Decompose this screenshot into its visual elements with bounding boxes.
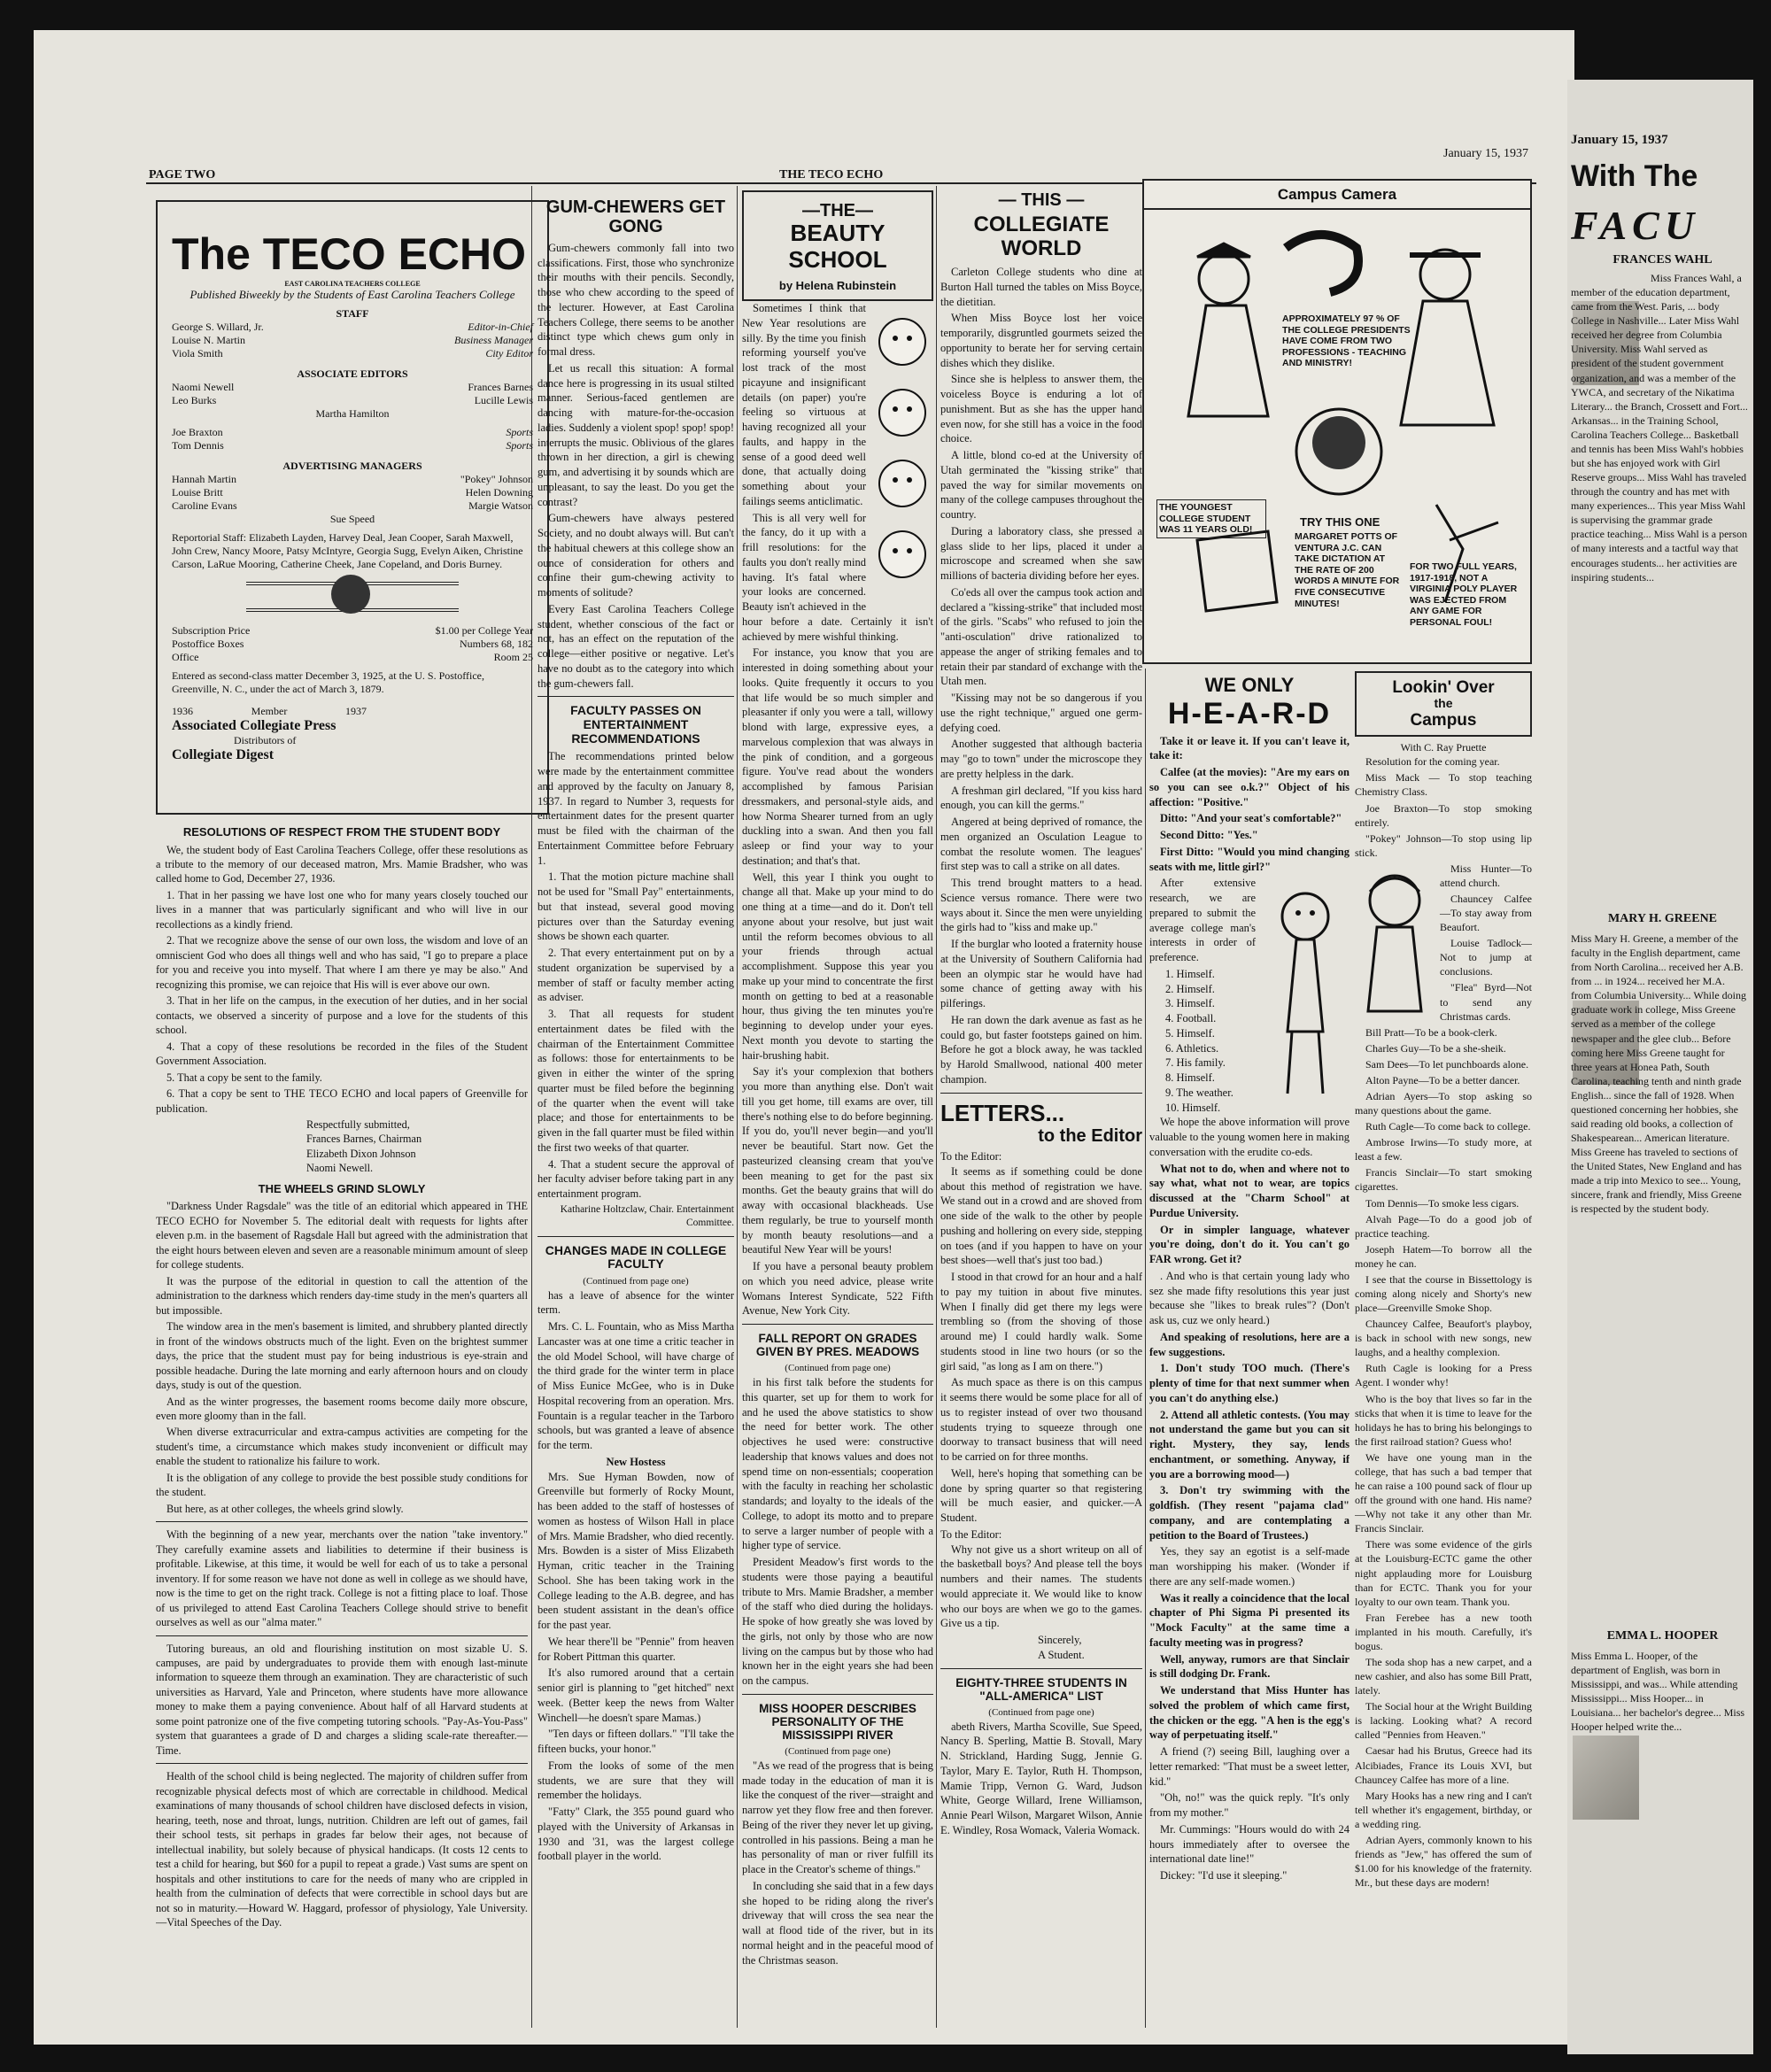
divider (537, 1236, 734, 1237)
camera-title: Campus Camera (1144, 181, 1530, 210)
beauty-byline: by Helena Rubinstein (778, 278, 897, 292)
lookin-banner: Lookin' Over the Campus (1355, 671, 1532, 737)
caption-try: TRY THIS ONE (1300, 515, 1380, 529)
side-date: January 15, 1937 (1571, 133, 1668, 147)
wheels-headline: THE WHEELS GRIND SLOWLY (258, 1181, 426, 1195)
masthead-box (156, 200, 549, 815)
price-row: Office Room 25 (172, 651, 533, 663)
divider (537, 696, 734, 697)
lookin-headline: Lookin' Over (1392, 678, 1495, 697)
caption-dictation: MARGARET POTTS OF VENTURA J.C. CAN TAKE DICTATION AT THE RATE OF 200 WORDS A MINUTE FOR FIVE CONSECUTIVE MINUTES! (1295, 531, 1400, 609)
assoc-row: Naomi Newell Frances Barnes (172, 381, 533, 393)
meadows-headline: FALL REPORT ON GRADES GIVEN BY PRES. MEADOWS (755, 1332, 920, 1359)
tutoring-item: Tutoring bureaus, an old and flourishing institution on most sizable U. S. campuses, are paid by undergraduates to provide them with enough last-minute information to squeeze them through an examination. They are characteristic of such universities as Harvard, Yale and Princeton, where students have more allowance money to make them a paying convenience. About half of all Harvard students at some point patronize one of the five competing tutoring schools. "Pay-As-You-Pass" system that guarantees a grade of D and charges a sliding scale-rate thereafter.—Time. (156, 1642, 528, 1757)
faculty-headline: FACULTY PASSES ON ENTERTAINMENT RECOMMENDATIONS (570, 703, 701, 746)
changes-headline: CHANGES MADE IN COLLEGE FACULTY (545, 1242, 727, 1272)
adv-row: Louise Britt Helen Downing (172, 486, 533, 499)
gum-headline: GUM-CHEWERS GET GONG (545, 197, 726, 237)
column-4: — THIS — COLLEGIATE WORLD Carleton College students who dine at Burton Hall turned the tables on Miss Boyce, the dietitian. When Miss Boyce lost her voice temporarily, disgruntled gourmets seized the opportunity to berate her for serving certain dishes which they dislike. Since she is helpless to answer them, the voiceless Boyce is enduring a lot of punishment. But as she has the upper hand even now, for she still has a voice in the food choice. A little, blond co-ed at the University of Utah germinated the "kissing strike" that paved the way for similar movements on many of the college campuses throughout the country. During a laboratory class, she pressed a glass slide to her lips, placed it under a microscope and screamed when she saw millions of bacteria dividing before her eyes. Co'eds all over the campus took action and declared a "kissing-strike" that included most of the girls. "Scabs" who refused to join the "anti-osculation" drive rationalized to appease the anger of striking females and to retain their par standard of exchange with the Utah men. "Kissing may not be so dangerous if you use the right technique," argued one germ-defying coed. Another suggested that although bacteria may "go to town" under the microscope they are pretty helpless in the dark. A freshman girl declared, "If you kiss hard enough, you can kill the germs." Angered at being deprived of romance, the men organized an Osculation League to combat the resolute women. The leagues' first step was to call a strike on all dates. This trend brought matters to a head. Science versus romance. There were two ways about it. Since the men were unyielding the girls had to "kiss and make up." If the burglar who looted a fraternity house at the University of Southern California had been an olympic star he would have had some chance of getting away with his pilferings. He ran down the dark avenue as fast as he could go, but faster footsteps gained on him. Before he got a block away, he was tackled by Harold Smallwood, national 400 meter champion. LETTERS... to the Editor To the Editor: It seems as if something could be done about this method of registration we have. We stand out in a crowd and are shoved from one side of the walk to the other by people pushing and hollering on every side, stepping on toes (and if you happen to have on your best shoes—well that's just too bad.) I stood in that crowd for an hour and a half to pay my tuition in about five minutes. When I finally did get there my legs were trembling so (from the shoving of those around me) I could hardly walk. Some students stood in line two hours (or so the girl said, "as long as I am on there.") As much space as there is on this campus it seems there would be some place for all of us to register instead of over two thousand students trying to squeeze through one doorway to transact business that will need to be carried on for three months. Well, here's hoping that something can be done by spring quarter so that registering will be much easier, and quicker.—A Student. To the Editor: Why not give us a short writeup on all of the basketball boys? And please tell the boys numbers and their names. The students would appreciate it. We would like to know who our boys are when we go to the games. Give us a tip. Sincerely, A Student. EIGHTY-THREE STUDENTS IN "ALL-AMERICA" LIST (Continued from page one) abeth Rivers, Martha Scoville, Sue Speed, Nancy B. Sperling, Mattie B. Stovall, Mary N. Strickland, Harding Sugg, Jennie G. Taylor, Mary E. Taylor, Ruth H. Thompson, Mamie Tripp, Vernon G. Ward, Judson White, George Willard, Irene Williamson, Annie Pearl Wilson, Margaret Wilson, Annie E. Windley, Rosa Womack, Valeria Womack. (940, 190, 1142, 1836)
side-name-1: FRANCES WAHL (1612, 253, 1713, 267)
column-rule (737, 186, 738, 2028)
column-rule (936, 186, 937, 2028)
campus-camera-cartoon (1142, 179, 1532, 664)
distributors: Distributors of (234, 734, 297, 746)
assoc-head: ASSOCIATE EDITORS (297, 367, 408, 380)
subhead: New Hostess (606, 1455, 666, 1468)
staff-row: Viola Smith City Editor (172, 347, 533, 360)
adv-head: ADVERTISING MANAGERS (282, 460, 422, 472)
assoc-row: Leo Burks Lucille Lewis (172, 394, 533, 406)
adjacent-page (1567, 80, 1753, 2054)
column-2: GUM-CHEWERS GET GONG Gum-chewers commonly fall into two classifications. First, those who synchronize their mouths with their pencils. Secondly, those who chew according to the speed of the lecturer. However, at East Carolina Teachers College, there seems to be another distinct type which chews gum only in formal dress. Let us recall this situation: A formal dance here is progressing in its usual stilted manner. Serious-faced gentlemen are dancing with mature-for-the-occasion ladies. Suddenly a violent spop! spop! spop! interrupts the music. Oblivious of the glares thrown in her direction, a girl is chewing gum, and advertising it by sounds which are unpleasant, to say the least. Do you get the contrast? Gum-chewers have always pestered Society, and no doubt always will. But can't the habitual chewers at this college show an ounce of consideration for others and confine their gum-chewing activity to moments of solitude? Every East Carolina Teachers College student, whether conscious of the fact or not, has an effect on the reputation of the college—either positive or negative. Let's have no doubt as to the category into which the gum-chewers fall. FACULTY PASSES ON ENTERTAINMENT RECOMMENDATIONS The recommendations printed below were made by the entertainment committee and approved by the faculty on January 8, 1937. In regard to Number 3, requests for entertainment dates for the present quarter must be filed with the chairman of the Entertainment Committee before February 1. 1. That the motion picture machine shall not be used for "Small Pay" entertainments, but that instead, several good moving pictures over than the Saturday evening shows be shown each quarter. 2. That every entertainment put on by a student organization be supervised by a member of staff or faculty member acting as adviser. 3. That all requests for student entertainment dates be filed with the chairman of the Entertainment Committee as follows: those for entertainments to be given in either the winter of the spring quarter must be filed before the beginning of the quarter when the event will take place; and those for entertainments to be given in the fall quarter must be filed within the first two weeks of that quarter. 4. That a student secure the approval of her faculty adviser before taking part in any entertainment program. Katharine Holtzclaw, Chair. Entertainment Committee. CHANGES MADE IN COLLEGE FACULTY (Continued from page one) has a leave of absence for the winter term. Mrs. C. L. Fountain, who as Miss Martha Lancaster was at one time a critic teacher in the old Model School, will have charge of the third grade for the winter term in place of Miss Eunice McGee, who is in Duke Hospital recovering from an operation. Mrs. Fountain is a regular teacher in the Tarboro schools, but was granted a leave of absence for the term. New Hostess Mrs. Sue Hyman Bowden, now of Greenville but formerly of Rocky Mount, has been added to the staff of hostesses of women as hostess of Wilson Hall in place of Mrs. Mamie Bradsher, who died recently. Mrs. Bowden is a sister of Miss Elizabeth Hyman, critic teacher in the Training School. She has been taking work in the College leading to the A.B. degree, and has been student assistant in the dean's office for the past year. We hear there'll be "Pennie" from heaven for Robert Pittman this quarter. It's also rumored around that a certain senior girl is planning to "get hitched" next week. (Better keep the news from Walter Winchell—he doesn't spare Mamas.) "Ten days or fifteen dollars." "I'll take the fifteen bucks, your honor." From the looks of some of the men students, we are sure that they will remember the holidays. "Fatty" Clark, the 355 pound guard who played with the University of Arkansas in 1930 and '31, was the largest college football player in the world. (537, 197, 734, 1863)
beauty-headline: BEAUTY SCHOOL (788, 220, 887, 273)
resolutions-headline: RESOLUTIONS OF RESPECT FROM THE STUDENT BODY (182, 825, 501, 839)
beauty-banner: —THE— BEAUTY SCHOOL by Helena Rubinstein (742, 190, 933, 301)
hooper-headline: MISS HOOPER DESCRIBES PERSONALITY OF THE MISSISSIPPI RIVER (759, 1701, 916, 1743)
divider (742, 1324, 933, 1325)
adv-row: Hannah Martin "Pokey" Johnson (172, 473, 533, 485)
adv-row: Sue Speed (329, 513, 375, 525)
adv-row: Caroline Evans Margie Watson (172, 499, 533, 512)
cartoon-man (1261, 881, 1350, 1102)
caption-poly: FOR TWO FULL YEARS, 1917-1918, NOT A VIRGINIA POLY PLAYER WAS EJECTED FROM ANY GAME FOR PERSONAL FOUL! (1410, 561, 1518, 628)
masthead-school: EAST CAROLINA TEACHERS COLLEGE (284, 280, 421, 288)
price-row: Postoffice Boxes Numbers 68, 182 (172, 638, 533, 650)
assoc-row: Martha Hamilton (315, 407, 390, 420)
cartoon-faces (871, 306, 933, 599)
divider (940, 1668, 1142, 1669)
acp: Associated Collegiate Press (172, 718, 336, 733)
sports-row: Joe Braxton Sports (172, 426, 533, 438)
divider (156, 1521, 528, 1522)
side-name-2: MARY H. GREENE (1607, 912, 1718, 925)
collegiate-headline: COLLEGIATE WORLD (973, 213, 1110, 261)
divider (742, 1694, 933, 1695)
price-row: Subscription Price $1.00 per College Year (172, 624, 533, 637)
side-title: With The (1571, 159, 1698, 193)
running-head: THE TECO ECHO (779, 168, 884, 182)
staff-head: STAFF (336, 307, 369, 320)
cartoon-boy (1355, 865, 1435, 1016)
letters-headline: LETTERS... (940, 1099, 1065, 1126)
member-line: 1936 Member 1937 (172, 705, 367, 717)
caption-youngest: THE YOUNGEST COLLEGE STUDENT WAS 11 YEARS OLD! (1156, 499, 1266, 538)
column-6: Lookin' Over the Campus With C. Ray Pruette Resolution for the coming year. Miss Mack — To stop teaching Chemistry Class. Joe Braxton—To stop smoking entirely. "Pokey" Johnson—To stop using lip stick. Miss Hunter—To attend church. Chauncey Calfee—To stay away from Beaufort. Louise Tadlock—Not to jump at conclusions. "Flea" Byrd—Not to send any Christmas cards. Bill Pratt—To be a book-clerk. Charles Guy—To be a she-sheik. Sam Dees—To let punchboards alone. Alton Payne—To be a better dancer. Adrian Ayers—To stop asking so many questions about the game. Ruth Cagle—To come back to college. Ambrose Irwins—To study more, at least a few. Francis Sinclair—To start smoking cigarettes. Tom Dennis—To smoke less cigars. Alvah Page—To do a good job of practice teaching. Joseph Hatem—To borrow all the money he can. I see that the course in Bissettology is coming along nicely and Shorty's new place—Greenville Smoke Shop. Chauncey Calfee, Beaufort's playboy, is back in school with new songs, new laughs, and a healthy complexion. Ruth Cagle is looking for a Press Agent. I wonder why! Who is the boy that lives so far in the sticks that when it is time to leave for the holidays he has to bring his belongings to the first railroad station? Guess who! We have one young man in the college, that has such a bad temper that he can raise a 100 pound sack of flour up off the ground with one hand. His name?—Why not take it any other than Mr. Francis Sinclair. There was some evidence of the girls at the Louisburg-ECTC game the other night applauding more for Louisburg than for ECTC. Thank you for your loyalty to our own team. Thank you. Fran Ferebee has a new tooth implanted in his mouth. Carefully, it's bogus. The soda shop has a new carpet, and a new cashier, and also has some Bill Pratt, lately. The Social hour at the Wright Building is lacking. Looking what? A record called "Pennies from Heaven." Caesar had his Brutus, Greece had its Alcibiades, France its Louis XVI, but Chauncey Calfee has more of a line. Mary Hooks has a new ring and I can't tell whether it's engagement, birthday, or a wedding ring. Adrian Ayers, commonly known to his friends as "Jew," has offered the sum of $1.00 for his knowledge of the fraternity. Mr., but these days are modern! (1355, 671, 1532, 2026)
continued-note: (Continued from page one) (583, 1275, 689, 1287)
letter-signature: Sincerely, A Student. (1038, 1634, 1085, 1661)
seal-bar (246, 582, 459, 612)
eighty-headline: EIGHTY-THREE STUDENTS IN "ALL-AMERICA" LIST (955, 1675, 1127, 1703)
digest: Collegiate Digest (172, 747, 275, 762)
masthead-title: The TECO ECHO (172, 229, 527, 279)
continued-note: (Continued from page one) (785, 1746, 891, 1758)
lookin-byline: With C. Ray Pruette (1400, 741, 1487, 754)
interests-list: 1. Himself. 2. Himself. 3. Himself. 4. Football. 5. Himself. 6. Athletics. 7. His family. 8. Himself. 9. The weather. 10. Himself. (1165, 967, 1234, 1114)
staff-row: George S. Willard, Jr. Editor-in-Chief (172, 321, 533, 333)
heard-headline: H-E-A-R-D (1167, 696, 1332, 731)
side-name-3: EMMA L. HOOPER (1606, 1629, 1719, 1643)
masthead-subtitle: Published Biweekly by the Students of East Carolina Teachers College (189, 288, 515, 301)
divider (940, 1093, 1142, 1094)
continued-note: (Continued from page one) (988, 1706, 1094, 1718)
divider (156, 1635, 528, 1636)
column-5: WE ONLY H-E-A-R-D Take it or leave it. If you can't leave it, take it: Calfee (at the movies): "Are my ears on so you can see o.k.?" Object of his affection: "Positive." Ditto: "And your seat's comfortable?" Second Ditto: "Yes." First Ditto: "Would you mind changing seats with me, little girl?" After extensive research, we are prepared to submit the average college man's interests in order of preference. 1. Himself. 2. Himself. 3. Himself. 4. Football. 5. Himself. 6. Athletics. 7. His family. 8. Himself. 9. The weather. 10. Himself. We hope the above information will prove valuable to the young women here in making conversation with the erudite co-eds. What not to do, when and where not to say what, what not to wear, are topics discussed at the "Charm School" at Purdue University. Or in simpler language, whatever you're doing, don't do it. You can't go FAR wrong. Get it? . And who is that certain young lady who sez she made fifty resolutions this year just because she "likes to break rules"? (Don't ask us, cuz we only heard.) And speaking of resolutions, here are a few suggestions. 1. Don't study TOO much. (There's plenty of time for that next summer when you can't do anything else.) 2. Attend all athletic contests. (You may not understand the game but you can sit right. Mystery, they say, lends enchantment, or something. Anyway, if you are a borrowing mood—) 3. Don't try swimming with the goldfish. (They resent "pajama clad" company, and are contemplating a petition to the Board of Trustees.) Yes, they say an egotist is a self-made man worshipping his maker. (Wonder if there are any self-made women.) Was it really a coincidence that the local chapter of Phi Sigma Pi presented its "Mock Faculty" at the same time a faculty meeting was in progress? Well, anyway, rumors are that Sinclair is still dodging Dr. Frank. We understand that Miss Hunter has solved the problem of which came first, the chicken or the egg. "A hen is the egg's way of perpetuating itself." A friend (?) seeing Bill, laughing over a letter remarked: "That must be a sweet letter, kid." "Oh, no!" was the quick reply. "It's only from my mother." Mr. Cummings: "Hours would do with 24 hours immediately after to oversee the international date line!" Dickey: "I'd use it sleeping." (1149, 674, 1350, 1883)
divider (156, 1763, 528, 1764)
faculty-signature: Katharine Holtzclaw, Chair. Entertainment Committee. (560, 1203, 734, 1229)
staff-row: Louise N. Martin Business Manager (172, 334, 533, 346)
issue-date: January 15, 1937 (1443, 147, 1529, 160)
health-item: Health of the school child is being neglected. The majority of children suffer from recognizable physical defects most of which are correctable in childhood. Medical examinations of many thousands of school children have disclosed defects in vision, hearing, teeth, nose and throat, lungs, nutrition. Children are left out of games, fail their school tests, sit perhaps in grades far below their ages, not because of intellectual inability, but solely because of physical handicaps. (It costs 12 cents to test a child for hearing, but $60 for a pupil to repeat a grade.) Vast sums are spent on hospitals and other institutions to care for the needs of many who are crippled in health from the culmination of defects that were correctible in school days but are not so in maturity.—Howard W. Haggard, professor of physiology, Yale University.—Vital Speeches of the Day. (156, 1770, 528, 1929)
page-number: PAGE TWO (149, 168, 216, 182)
column-3: —THE— BEAUTY SCHOOL by Helena Rubinstein Sometimes I think that New Year resolutions are silly. By the time you finish reforming yourself you've lost track of the most picayune and insignificant details (on paper) you're feeling so virtuous at having recognized all your faults, and happy in the sense of a good deed well done, that actually doing something about your failings seems anticlimatic. This is all very well for the fancy, do it up with a frill resolutions: for the faults you don't really mind having. It's fatal where your looks are concerned. Beauty isn't achieved in the hour before a date. Certainly it isn't achieved by mere wishful thinking. For instance, you know that you are interested in doing something about your looks. Quite frequently it occurs to you that life would be so much simpler and pleasanter if only you were a tall, willowy blond with large, expressive eyes, a marvelous complexion that was always in the pink of condition, and a gorgeous figure. You've read about the wonders accomplished by famous Parisian dressmakers, and personal-style aids, and how Norma Shearer turned from an ugly duckling into a swan. And then you fall asleep or find your way to your destination; and that's that. Well, this year I think you ought to change all that. Make up your mind to do one thing at a time—and do it. Don't tell anyone about your resolve, but just wait until the reform becomes obvious to all your friends through actual accomplishment. Suppose this year you make up your mind to concentrate the first month on getting to bed at a reasonable hour, thus giving the ten minutes you're beginning to develop under your eyes. Next month you devote to starting the hair-brushing habit. Say it's your complexion that bothers you more than anything else. Don't wait till you get home, till exams are over, till there's nothing else to do before beginning. If you do, you'll never begin—and you'll never be beautiful. Start now. Get the pasteurized cleansing cream that you've been meaning to get for the past six months. Get the beauty grains that will do away with occasional blackheads. Use them regularly, be true to yourself month by month beauty resolutions—and a beautiful New Year will be yours! If you have a personal beauty problem on which you need advice, please write Womans Interest Syndicate, 522 Fifth Avenue, New York City. FALL REPORT ON GRADES GIVEN BY PRES. MEADOWS (Continued from page one) in his first talk before the students for this quarter, set up for them to work for and he used the above statistics to show the need for better work. The other objectives he used were: constructive leadership that knows values and does not spend time on non-essentials; cooperation with the faculty in reaching her scholastic standards; and loyalty to the ideals of the College, to adopt its motto and to prepare to serve a larger number of people with a higher type of service. President Meadow's first words to the students were those paying a beautiful tribute to Mrs. Mamie Bradsher, a member of the staff who died during the holidays. He spoke of how greatly she was loved by the girls, not only by those who are now living on the campus but by those who had known her in the eight years she had been on the campus. MISS HOOPER DESCRIBES PERSONALITY OF THE MISSISSIPPI RIVER (Continued from page one) "As we read of the progress that is being made today in the education of man it is like the conquest of the river—straight and narrow yet they flow free and then forever. Being of the river they never let up giving, controlled in his passions. Being a man he has personality of man or river fulfill its place in the Creator's scheme of things." In concluding she said that in a few days she hoped to be riding along the river's driveway that will cross the sea near the wall at flood tide of the river, but in its normal height and in the peaceful mood of the Christmas season. (742, 190, 933, 2028)
inventory-editorial: With the beginning of a new year, merchants over the nation "take inventory." They carefully examine assets and liabilities to determine if their business is profitable. Likewise, at this time, it would be well for each of us to take a personal inventory. If for some reason we have not done as well in college as we should have, now is the time to get on the right track. College is not a fitting place to loaf. Those of us privileged to attend East Carolina Teachers College should strive to benefit ourselves as well as our "alma mater." (156, 1528, 528, 1629)
column-rule (1145, 669, 1146, 2028)
entered-notice: Entered as second-class matter December 3, 1925, at the U. S. Postoffice, Greenville, N. C., under the act of March 3, 1879. (172, 669, 485, 695)
side-text-3: Miss Emma L. Hooper, of the department of English, was born in Mississippi, and was... While attending Mississippi... Miss Hooper... in Louisiana... her bachelor's degree... Miss Hooper helped write the... (1571, 1650, 1745, 1734)
side-title-2: FACU (1571, 203, 1700, 248)
editorial-column: RESOLUTIONS OF RESPECT FROM THE STUDENT BODY We, the student body of East Carolina Teachers College, offer these resolutions as a tribute to the memory of our deceased matron, Mrs. Mamie Bradsher, who was called home to God, December 27, 1936. 1. That in her passing we have lost one who for many years closely touched our lives in a manner that was particularly significant and who will live in our recollections as a kindly friend. 2. That we recognize above the sense of our own loss, the wisdom and love of an omniscient God who does all things well and who has said, "I go to prepare a place for you and receive you into myself. That where I am there ye may be also." And recognizing this promise, we can rejoice that His will is ever above our own. 3. That in her life on the campus, in the execution of her duties, and in her social contacts, we observed a sincerity of purpose and a love for the students of this school. 4. That a copy of these resolutions be recorded in the files of the Student Government Association. 5. That a copy be sent to the family. 6. That a copy be sent to THE TECO ECHO and local papers of Greenville for publication. Respectfully submitted, Frances Barnes, Chairman Elizabeth Dixon Johnson Naomi Newell. THE WHEELS GRIND SLOWLY "Darkness Under Ragsdale" was the title of an editorial which appeared in THE TECO ECHO for November 5. The editorial dealt with requests for lights after eleven p.m. in the basement of Ragsdale Hall but agreed with the administration that the eight hours between eleven and seven are a reasonable minimum amount of sleep for college students. It was the purpose of the editorial in question to call the attention of the administration to the darkness which renders day-time study in the men's quarters all but impossible. The window area in the men's basement is limited, and shrubbery planted directly in front of the windows obstructs much of the light. Even on the brightest summer days, the price that the student must pay for being industrious is eye-strain and possible headache. During the late morning and early afternoon hours and on cloudy days, study is out of the question. And as the winter progresses, the basement rooms become daily more obscure, even more gloomy than in the fall. When diverse extracurricular and extra-campus activities are competing for the student's time, a circumstance which makes study inconvenient or difficult may enable the student to rationalize his failure to work. It is the obligation of any college to provide the best possible study conditions for the student. But here, as at other colleges, the wheels grind slowly. With the beginning of a new year, merchants over the nation "take inventory." They carefully examine assets and liabilities to determine if their business is profitable. Likewise, at this time, it would be well for each of us to take a personal inventory. If for some reason we have not done as well in college as we should have, now is the time to get on the right track. College is not a fitting place to loaf. Those of us privileged to attend East Carolina Teachers College should strive to benefit ourselves as well as our "alma mater." Tutoring bureaus, an old and flourishing institution on most sizable U. S. campuses, are paid by undergraduates to provide them with enough last-minute information to squeeze them through an examination. They are characteristic of such universities as Harvard, Yale and Princeton, where students have more allowance money to make them a paying convenience. About half of all Harvard students at some point patronize one of the five competing tutoring schools. "Pay-As-You-Pass" system that guarantees a grade of D and charges a sliding scale-rate thereafter.—Time. Health of the school child is being neglected. The majority of children suffer from recognizable physical defects most of which are correctable in childhood. Medical examinations of many thousands of school children have disclosed defects in vision, hearing, teeth, nose and throat, lungs, nutrition. Children are left out of games, fail their school tests, sit perhaps in grades far below their ages, not because of intellectual inability, but solely because of physical handicaps. (It costs 12 cents to test a child for hearing, but $60 for a pupil to repeat a grade.) Vast sums are spent on hospitals and other institutions to care for the needs of many who are crippled in health from the culmination of defects that were correctible in school days but are not so in maturity.—Howard W. Haggard, professor of physiology, Yale University.—Vital Speeches of the Day. (156, 825, 528, 1929)
reportorial-staff: Reportorial Staff: Elizabeth Layden, Harvey Deal, Jean Cooper, Sarah Maxwell, John Crew, Nancy Moore, Patsy McIntyre, Georgia Sugg, Evelyn Aiken, Christine Carson, LaRue Mooring, Catherine Cheek, Jane Copeland, and Doris Burney. (172, 531, 523, 570)
caption-presidents: APPROXIMATELY 97 % OF THE COLLEGE PRESIDENTS HAVE COME FROM TWO PROFESSIONS - TEACHING AND MINISTRY! (1282, 313, 1411, 369)
college-seal (331, 575, 370, 614)
side-text-2: Miss Mary H. Greene, a member of the faculty in the English department, came from North Carolina... received her A.B. from ... in 1924... received her M.A. from Columbia University... While doing graduate work in college, Miss Greene served as a member of the college newspaper and the glee club... Before coming here Miss Greene taught for three years at Honea Path, South Carolina, teaching tenth and ninth grade English... since the fall of 1928. When questioned concerning her hobbies, she said reading old books, a collection of Shakespearean... American literature. Miss Greene has traveled to sections of the United States, New England and has made a trip into Mexico to see... Young, sincere, frank and friendly, Miss Greene is respected by the student body. (1571, 932, 1746, 1216)
side-text-1: Miss Frances Wahl, a member of the education department, came from the West. Paris, ... body College in Nashville... Later Miss Wahl received her degree from Columbia University. Miss Wahl served as president of the student government organization, and was a member of the YWCA, and secretary of the Nikatima Literary... the Branch, Crossett and Fort... Arkansas... in the Training School, Carolina Teachers College... Basketball and tennis has been Miss Wahl's hobbies but she has enjoyed work with Girl Reserve groups... Miss Wahl has traveled through the country and has met with many experiences... This year Miss Wahl is supervising the grammar grade practice teaching... Miss Wahl is a person of many interests and a tactful way that encourages students... her activities are inspiring students... (1571, 272, 1748, 584)
resolutions-signature: Respectfully submitted, Frances Barnes, Chairman Elizabeth Dixon Johnson Naomi Newell. (306, 1117, 422, 1175)
continued-note: (Continued from page one) (785, 1363, 891, 1374)
sports-row: Tom Dennis Sports (172, 439, 533, 452)
